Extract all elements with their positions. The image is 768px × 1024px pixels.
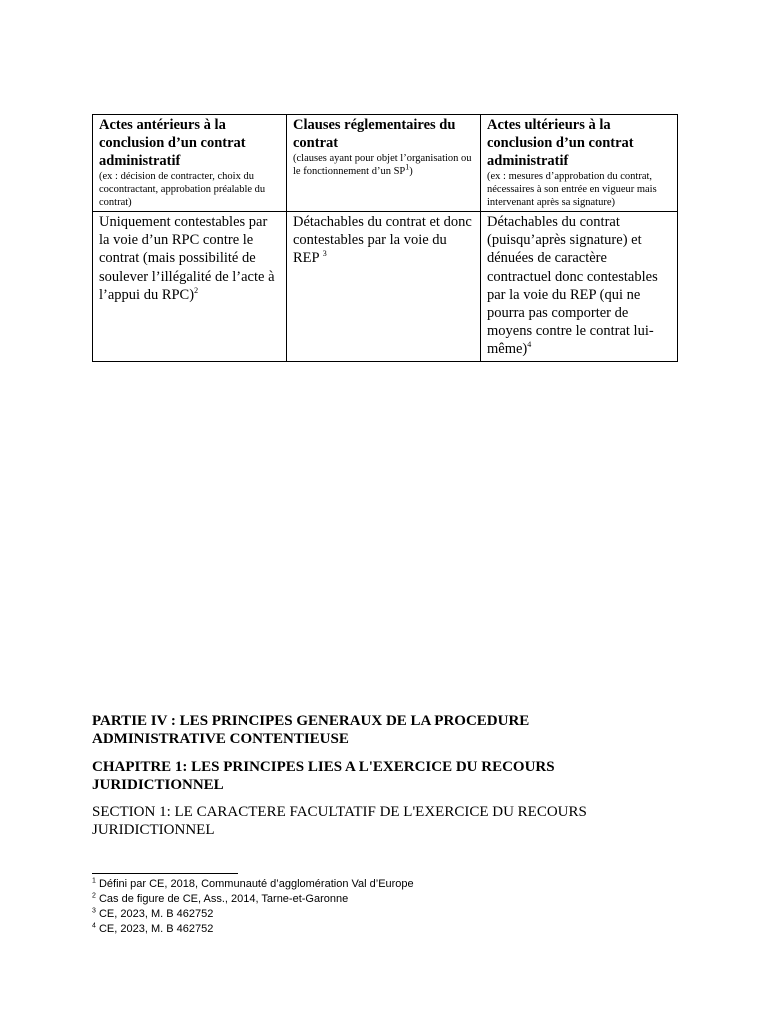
footnote-number: 4 bbox=[92, 922, 96, 930]
table-cell bbox=[287, 212, 481, 362]
footnote-ref: 3 bbox=[322, 249, 327, 259]
header-note-text: (clauses ayant pour objet l’organisation ou le fonctionnement d’un SP bbox=[293, 153, 472, 177]
section-heading: SECTION 1: LE CARACTERE FACULTATIF DE L'EXERCICE DU RECOURS JURIDICTIONNEL bbox=[92, 804, 587, 838]
header-note-close: ) bbox=[409, 166, 413, 177]
footnotes bbox=[92, 877, 414, 937]
footnote bbox=[92, 922, 414, 937]
footnote-text: CE, 2023, M. B 462752 bbox=[95, 923, 214, 935]
header-cell-actes-ulterieurs bbox=[481, 115, 678, 212]
comparison-table bbox=[92, 114, 678, 362]
chapitre-heading: CHAPITRE 1: LES PRINCIPES LIES A L'EXERCICE DU RECOURS JURIDICTIONNEL bbox=[92, 759, 555, 793]
table-cell bbox=[481, 212, 678, 362]
footnote-number: 3 bbox=[92, 907, 96, 915]
footnote bbox=[92, 877, 414, 892]
cell-text: Détachables du contrat et donc contestables par la voie du REP bbox=[293, 214, 472, 267]
footnote-ref: 4 bbox=[527, 340, 532, 350]
footnote-number: 1 bbox=[92, 877, 96, 885]
table-cell bbox=[93, 212, 287, 362]
header-title: Actes ultérieurs à la conclusion d’un contrat administratif bbox=[487, 117, 634, 169]
footnote-separator bbox=[92, 873, 238, 874]
footnote-ref: 1 bbox=[405, 162, 410, 172]
footnote-ref: 2 bbox=[194, 285, 199, 295]
footnote-number: 2 bbox=[92, 892, 96, 900]
header-cell-clauses-reglementaires bbox=[287, 115, 481, 212]
footnote bbox=[92, 892, 414, 907]
table-header-row bbox=[93, 115, 678, 212]
footnote-text: Défini par CE, 2018, Communauté d’agglomération Val d’Europe bbox=[95, 878, 414, 890]
table-row bbox=[93, 212, 678, 362]
header-title: Actes antérieurs à la conclusion d’un contrat administratif bbox=[99, 117, 246, 169]
header-title: Clauses réglementaires du contrat bbox=[293, 117, 456, 151]
header-cell-actes-anterieurs bbox=[93, 115, 287, 212]
header-note bbox=[293, 152, 475, 178]
footnote-text: CE, 2023, M. B 462752 bbox=[95, 908, 214, 920]
cell-text: Détachables du contrat (puisqu’après signature) et dénuées de caractère contractuel donc contestables par la voie du REP (qui ne pourra pas comporter de moyens contre le contrat lui-même) bbox=[487, 214, 658, 358]
header-note: (ex : décision de contracter, choix du cocontractant, approbation préalable du contrat) bbox=[99, 171, 266, 208]
partie-heading: PARTIE IV : LES PRINCIPES GENERAUX DE LA PROCEDURE ADMINISTRATIVE CONTENTIEUSE bbox=[92, 713, 530, 747]
footnote bbox=[92, 907, 414, 922]
header-note: (ex : mesures d’approbation du contrat, nécessaires à son entrée en vigueur mais intervenant après sa signature) bbox=[487, 171, 657, 208]
cell-text: Uniquement contestables par la voie d’un RPC contre le contrat (mais possibilité de soulever l’illégalité de l’acte à l’appui du RPC) bbox=[99, 214, 275, 303]
footnote-text: Cas de figure de CE, Ass., 2014, Tarne-et-Garonne bbox=[95, 893, 349, 905]
